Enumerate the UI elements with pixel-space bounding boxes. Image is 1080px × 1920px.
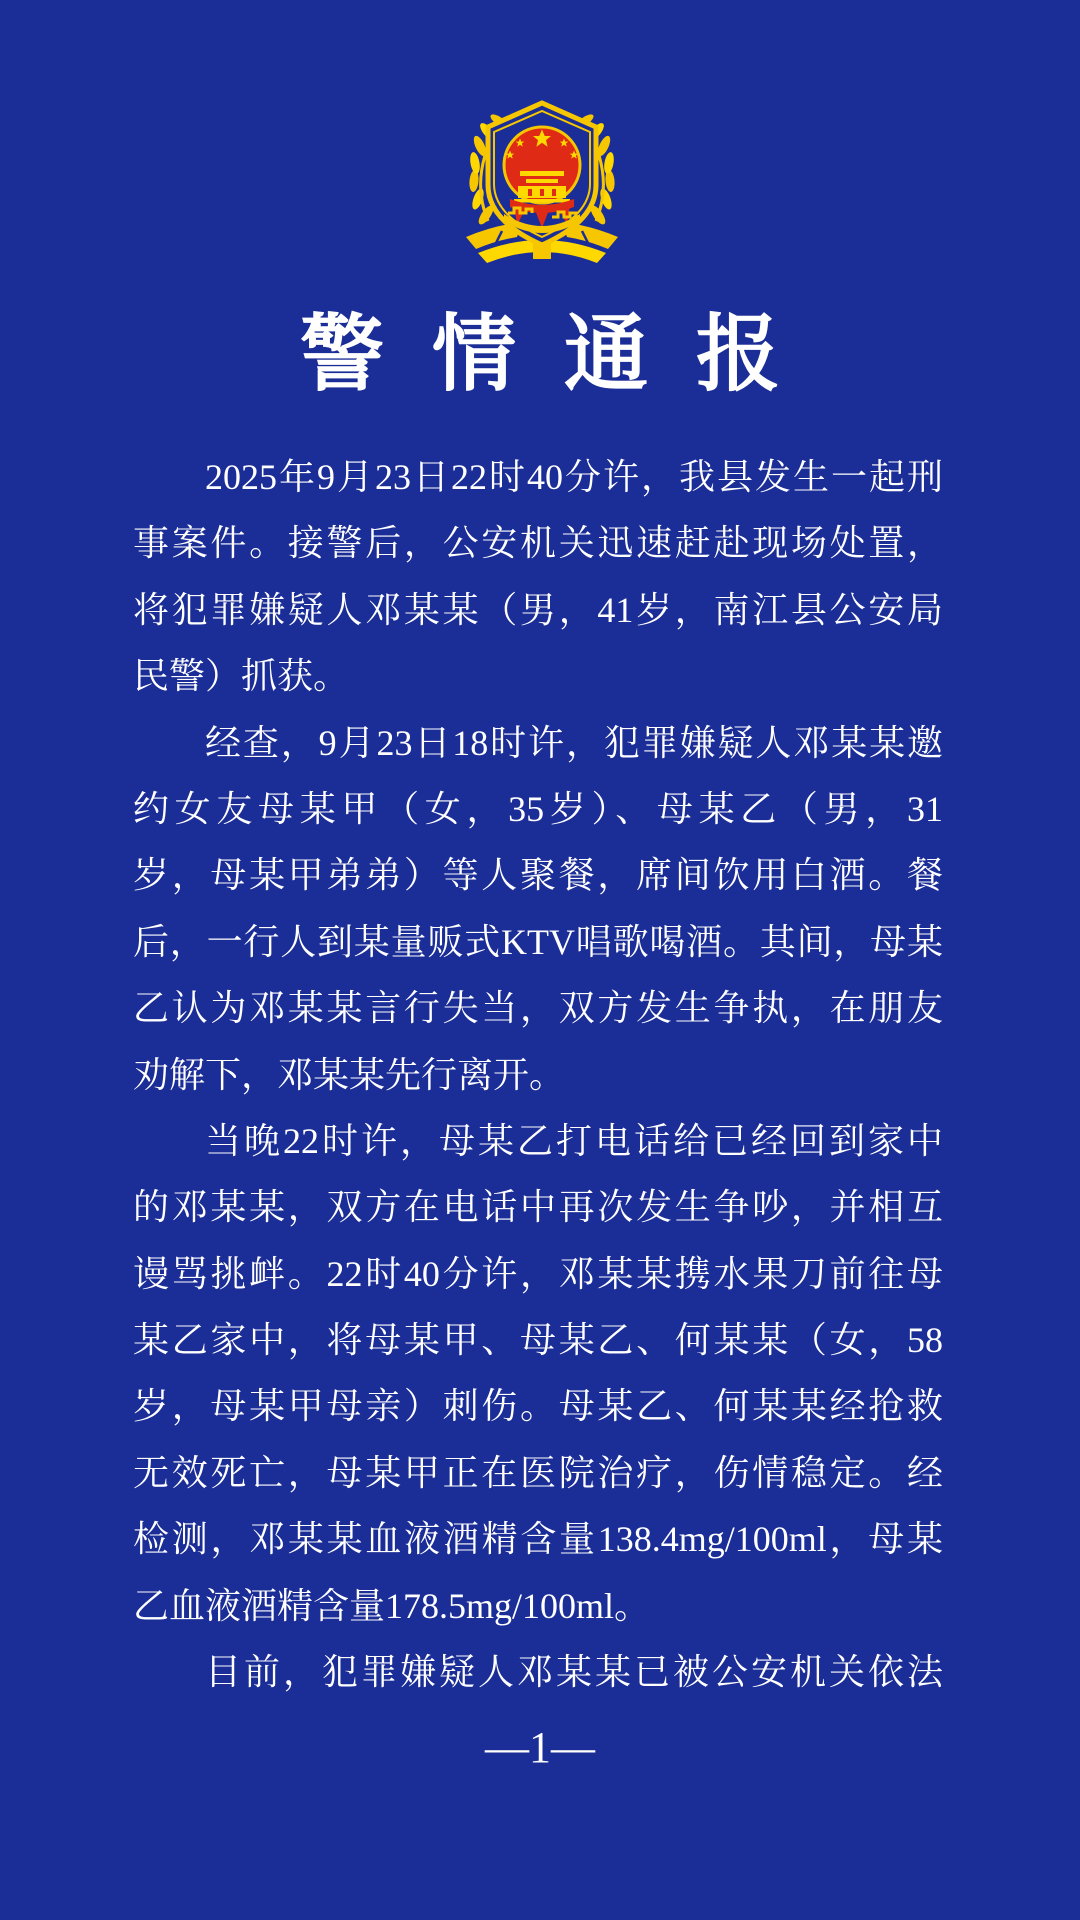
notice-line: 岁，母某甲弟弟）等人聚餐，席间饮用白酒。餐: [133, 855, 943, 896]
notice-line: 2025年9月23日22时40分许，我县发生一起刑: [205, 457, 943, 497]
notice-line: 岁，母某甲母亲）刺伤。母某乙、何某某经抢救: [133, 1386, 943, 1427]
notice-line: 民警）抓获。: [133, 656, 350, 697]
notice-line: 经查，9月23日18时许，犯罪嫌疑人邓某某邀: [205, 722, 943, 763]
china-police-badge-icon: [456, 92, 628, 266]
notice-line: 约女友母某甲（女，35岁）、母某乙（男，31: [133, 788, 943, 829]
notice-line: 无效死亡，母某甲正在医院治疗，伤情稳定。经: [133, 1452, 943, 1493]
police-badge: [456, 92, 628, 266]
notice-line: 谩骂挑衅。22时40分许，邓某某携水果刀前往母: [133, 1253, 943, 1294]
notice-line: 当晚22时许，母某乙打电话给已经回到家中: [205, 1120, 943, 1161]
notice-line: 的邓某某，双方在电话中再次发生争吵，并相互: [133, 1187, 943, 1228]
notice-line: 乙血液酒精含量178.5mg/100ml。: [133, 1585, 651, 1626]
notice-body: [133, 444, 943, 1705]
notice-line: 某乙家中，将母某甲、母某乙、何某某（女，58: [133, 1320, 943, 1361]
page-title: 警情通报: [299, 309, 828, 402]
notice-line: 事案件。接警后，公安机关迅速赶赴现场处置，: [133, 523, 943, 564]
tiananmen-icon: [514, 171, 570, 203]
notice-line: 后，一行人到某量贩式KTV唱歌喝酒。其间，母某: [133, 921, 943, 962]
notice-line: 检测，邓某某血液酒精含量138.4mg/100ml，母某: [133, 1519, 943, 1560]
notice-line: 将犯罪嫌疑人邓某某（男，41岁，南江县公安局: [133, 589, 943, 630]
notice-line: 乙认为邓某某言行失当，双方发生争执，在朋友: [133, 988, 943, 1029]
notice-line: 目前，犯罪嫌疑人邓某某已被公安机关依法: [205, 1652, 943, 1693]
national-emblem-icon: [504, 127, 580, 203]
notice-line: 劝解下，邓某某先行离开。: [133, 1054, 566, 1095]
page-number: —1—: [485, 1723, 595, 1772]
